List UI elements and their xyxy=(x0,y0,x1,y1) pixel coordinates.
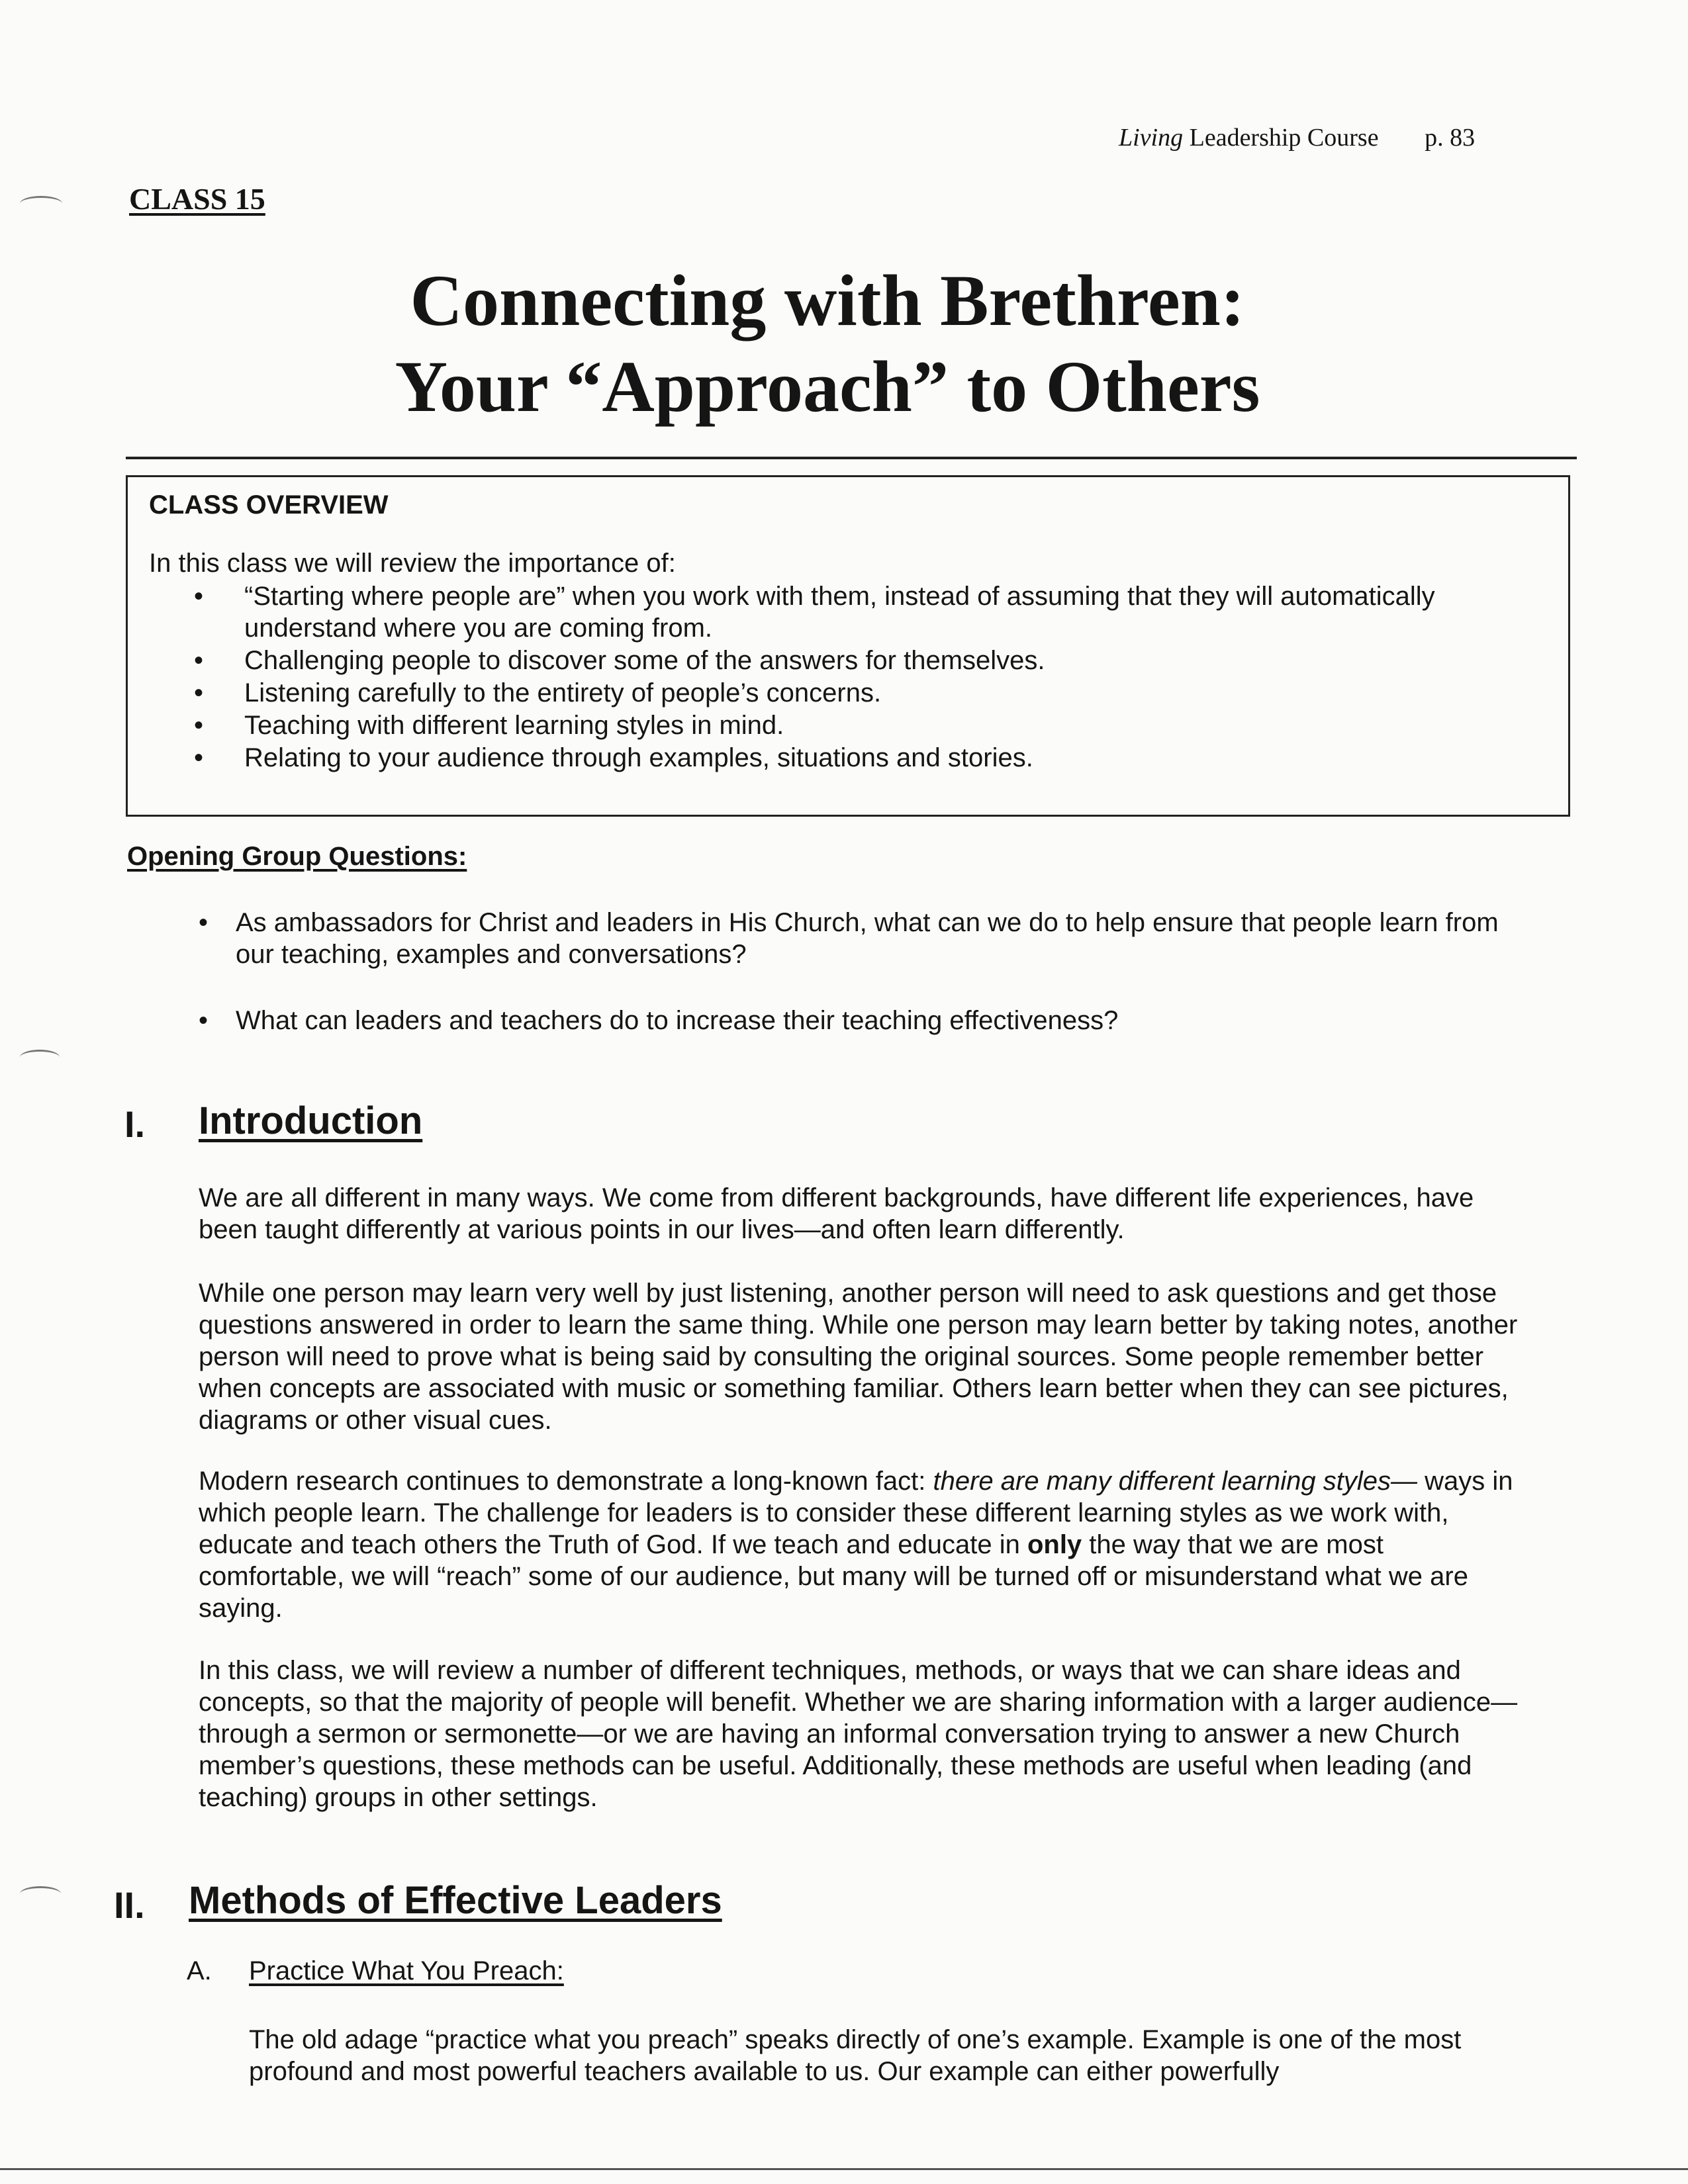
intro-paragraph-4: In this class, we will review a number of different techniques, methods, or ways that we can share ideas and concepts, so that the majority of people will benefit. Whether we are sharing information with a larger audience—through a sermon or sermonette—or we are having an informal conversation trying to answer a new Church member’s questions, these methods can be useful. Additionally, these methods are useful when leading (and teaching) groups in other settings. xyxy=(199,1656,1518,1812)
hole-punch-mark xyxy=(20,1050,60,1065)
list-item: • Listening carefully to the entirety of people’s concerns. xyxy=(194,677,1544,709)
list-item: • Challenging people to discover some of the answers for themselves. xyxy=(194,645,1544,676)
subsection-a-paragraph: The old adage “practice what you preach” speaks directly of one’s example. Example is one of the most profound and most powerful teachers available to us. Our example can either powerfully xyxy=(249,2025,1462,2086)
overview-heading: CLASS OVERVIEW xyxy=(149,490,389,520)
section-1-title: Introduction xyxy=(199,1099,423,1142)
list-item: • “Starting where people are” when you work with them, instead of assuming that they will automatically understand where you are coming from. xyxy=(194,580,1544,644)
intro-paragraph-3 xyxy=(199,1465,1523,1624)
class-overview-box xyxy=(126,475,1570,817)
course-name: Leadership Course xyxy=(1183,124,1379,152)
course-name-italic: Living xyxy=(1119,124,1184,152)
class-number: CLASS 15 xyxy=(129,182,265,216)
list-item: • Relating to your audience through examples, situations and stories. xyxy=(194,742,1544,774)
opening-questions-list xyxy=(199,907,1523,1071)
title-line-1: Connecting with Brethren: xyxy=(410,260,1245,341)
subsection-a-letter: A. xyxy=(187,1956,212,1985)
list-item: • Teaching with different learning styles in mind. xyxy=(194,709,1544,741)
running-header xyxy=(1119,123,1475,152)
overview-list xyxy=(194,580,1544,774)
hole-punch-mark xyxy=(20,1886,61,1901)
paragraph-text: the way that we are most comfortable, we will “reach” some of our audience, but many will be turned off or misunderstand what we are saying. xyxy=(199,1530,1468,1623)
page-bottom-edge xyxy=(0,2168,1688,2170)
paragraph-text: ways in which people learn. The challenge for leaders is to consider these different learning styles as we work with, educate and teach others the Truth of God. If we teach and educate in xyxy=(199,1467,1513,1559)
list-item: • What can leaders and teachers do to increase their teaching effectiveness? xyxy=(199,1005,1523,1036)
page-title xyxy=(265,258,1390,430)
title-divider xyxy=(126,457,1577,459)
section-1-numeral: I. xyxy=(124,1103,146,1145)
subsection-a-title: Practice What You Preach: xyxy=(249,1956,564,1985)
title-line-2: Your “Approach” to Others xyxy=(395,345,1260,427)
section-2-title: Methods of Effective Leaders xyxy=(189,1879,722,1922)
paragraph-text: Modern research continues to demonstrate a long-known fact: xyxy=(199,1467,933,1496)
intro-paragraph-2: While one person may learn very well by just listening, another person will need to ask questions and get those questions answered in order to learn the same thing. While one person may learn better by taking notes, another person will need to prove what is being said by consulting the original sources. Some people remember better when concepts are associated with music or something familiar. Others learn better when they can see pictures, diagrams or other visual cues. xyxy=(199,1279,1518,1435)
section-2-numeral: II. xyxy=(114,1884,145,1926)
hole-punch-mark xyxy=(20,196,62,211)
page-number: p. 83 xyxy=(1425,124,1476,152)
emphasis-text: there are many different learning styles— xyxy=(933,1467,1417,1496)
overview-intro: In this class we will review the importance of: xyxy=(149,549,676,578)
bold-text: only xyxy=(1027,1530,1082,1559)
opening-questions-heading: Opening Group Questions: xyxy=(127,842,467,871)
intro-paragraph-1: We are all different in many ways. We come from different backgrounds, have different life experiences, have been taught differently at various points in our lives—and often learn differently. xyxy=(199,1183,1474,1244)
list-item: • As ambassadors for Christ and leaders in His Church, what can we do to help ensure that people learn from our teaching, examples and conversations? xyxy=(199,907,1523,970)
